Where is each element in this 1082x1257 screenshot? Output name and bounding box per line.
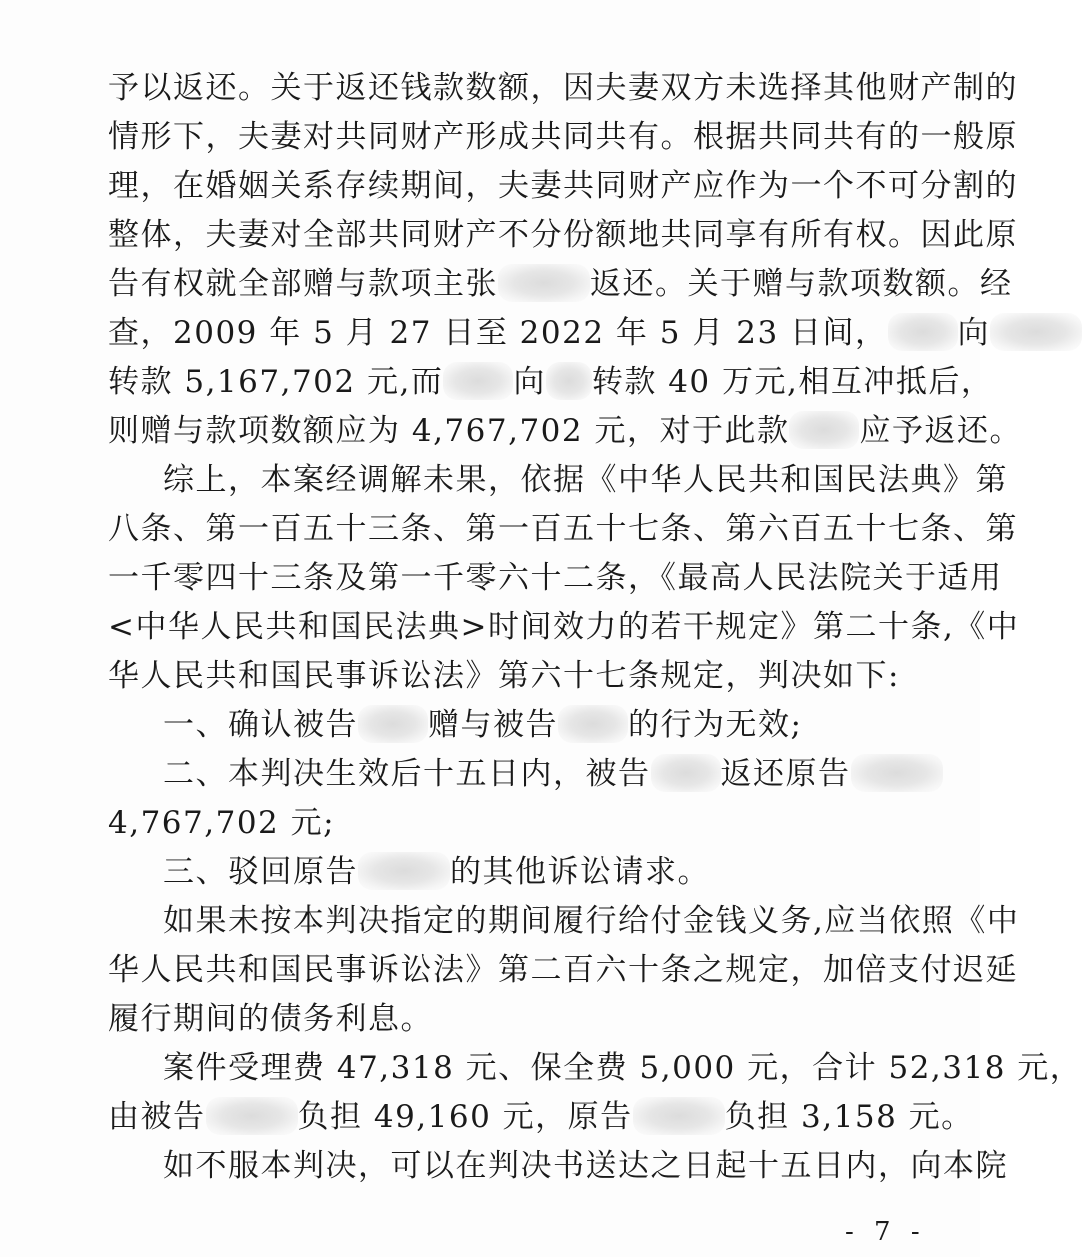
body-line: 由被告 负担 49,160 元，原告 负担 3,158 元。	[108, 1099, 974, 1135]
redaction-blur	[990, 313, 1082, 351]
body-line: 华人民共和国民事诉讼法》第六十七条规定，判决如下:	[108, 658, 900, 694]
body-line: 华人民共和国民事诉讼法》第二百六十条之规定，加倍支付迟延	[108, 952, 1018, 988]
redaction-blur	[498, 264, 590, 302]
page-number: - 7 -	[845, 1217, 926, 1247]
redaction-blur	[358, 705, 428, 743]
body-line: 如不服本判决，可以在判决书送达之日起十五日内，向本院	[163, 1148, 1008, 1184]
body-line: 履行期间的债务利息。	[108, 1001, 433, 1037]
judgment-item-2: 二、本判决生效后十五日内，被告 返还原告	[163, 748, 908, 800]
redaction-blur	[888, 313, 958, 351]
body-line: 整体，夫妻对全部共同财产不分份额地共同享有所有权。因此原	[108, 217, 1018, 253]
body-line: 一千零四十三条及第一千零六十二条，《最高人民法院关于适用	[108, 560, 1003, 596]
redaction-blur	[651, 754, 721, 792]
redaction-blur	[206, 1097, 298, 1135]
body-line: 理，在婚姻关系存续期间，夫妻共同财产应作为一个不可分割的	[108, 168, 1018, 204]
body-line: 则赠与款项数额应为 4,767,702 元，对于此款 应予返还。	[108, 413, 1022, 449]
body-line: 告有权就全部赠与款项主张 返还。关于赠与款项数额。经	[108, 266, 1013, 302]
redaction-blur	[851, 754, 943, 792]
redaction-blur	[558, 705, 628, 743]
body-line: 4,767,702 元;	[108, 805, 336, 841]
judgment-item-3: 三、驳回原告 的其他诉讼请求。	[163, 854, 710, 890]
redaction-blur	[633, 1097, 725, 1135]
judgment-item-1: 一、确认被告 赠与被告 的行为无效;	[163, 707, 803, 743]
redaction-blur	[546, 362, 592, 400]
redaction-blur	[443, 362, 513, 400]
redaction-blur	[789, 411, 859, 449]
body-line: 情形下，夫妻对共同财产形成共同共有。根据共同共有的一般原	[108, 119, 1018, 155]
body-line: 予以返还。关于返还钱款数额，因夫妻双方未选择其他财产制的	[108, 70, 1018, 106]
body-line: <中华人民共和国民法典>时间效力的若干规定》第二十条,《中	[108, 609, 1020, 645]
body-line: 案件受理费 47,318 元、保全费 5,000 元，合计 52,318 元，	[163, 1050, 1082, 1086]
body-line: 综上，本案经调解未果，依据《中华人民共和国民法典》第	[163, 462, 1008, 498]
body-line: 八条、第一百五十三条、第一百五十七条、第六百五十七条、第	[108, 511, 1018, 547]
body-line: 如果未按本判决指定的期间履行给付金钱义务,应当依照《中	[163, 903, 1020, 939]
body-line: 查，2009 年 5 月 27 日至 2022 年 5 月 23 日间， 向	[108, 307, 908, 359]
body-line: 转款 5,167,702 元,而 向 转款 40 万元,相互冲抵后，	[108, 364, 994, 400]
redaction-blur	[358, 852, 450, 890]
